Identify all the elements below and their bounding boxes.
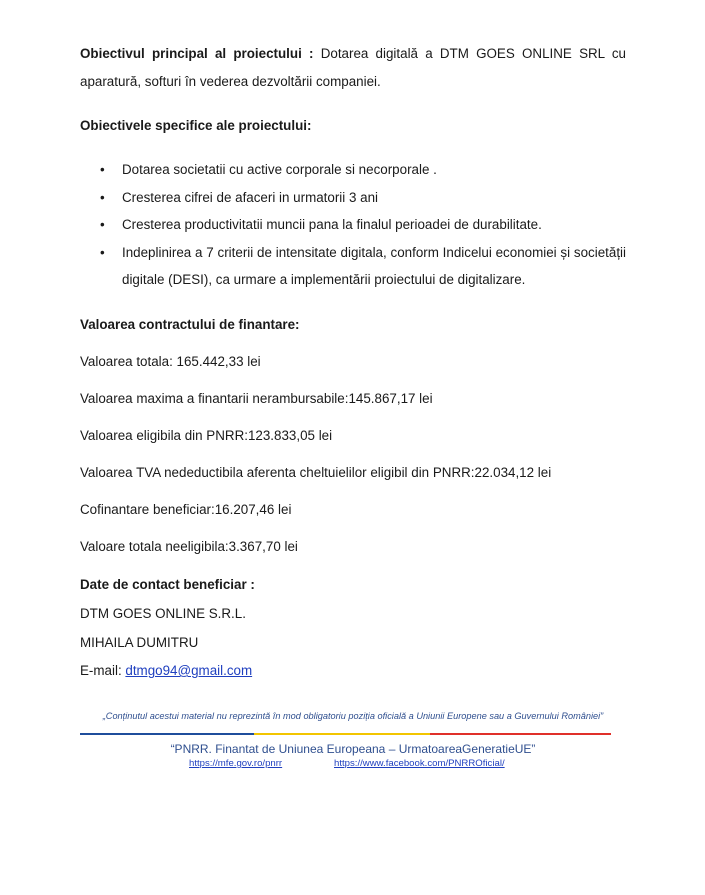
contact-company: DTM GOES ONLINE S.R.L. xyxy=(80,606,246,621)
list-item: • Cresterea productivitatii muncii pana la finalul perioadei de durabilitate. xyxy=(80,211,626,239)
contact-email-row xyxy=(80,663,252,678)
main-objective-paragraph xyxy=(80,40,626,96)
contract-value-heading: Valoarea contractului de finantare: xyxy=(80,317,300,332)
footer-tagline: “PNRR. Finantat de Uniunea Europeana – UrmatoareaGeneratieUE” xyxy=(170,742,536,756)
footer-link-facebook[interactable]: https://www.facebook.com/PNRROficial/ xyxy=(334,758,505,769)
list-item: • Cresterea cifrei de afaceri in urmatorii 3 ani xyxy=(80,184,626,212)
value-ineligible: Valoare totala neeligibila:3.367,70 lei xyxy=(80,539,298,554)
specific-objectives-heading: Obiectivele specifice ale proiectului: xyxy=(80,118,312,133)
email-link[interactable]: dtmgo94@gmail.com xyxy=(125,663,253,678)
footer-bar-blue xyxy=(80,733,254,735)
footer-disclaimer: „Conținutul acestui material nu reprezintă în mod obligatoriu poziția oficială a Uniunii Europene sau a Guvernului României” xyxy=(102,711,604,721)
main-objective-text: Dotarea digitală a DTM GOES ONLINE SRL cu aparatură, softuri în vederea dezvoltării companiei. xyxy=(80,46,626,89)
value-eligible-pnrr: Valoarea eligibila din PNRR:123.833,05 lei xyxy=(80,428,333,443)
value-max-nonrefundable: Valoarea maxima a finantarii nerambursabile:145.867,17 lei xyxy=(80,391,433,406)
footer-bar-yellow xyxy=(254,733,430,735)
specific-objectives-list xyxy=(80,156,626,294)
main-objective-label: Obiectivul principal al proiectului : xyxy=(80,46,314,61)
value-vat: Valoarea TVA nedeductibila aferenta cheltuielilor eligibil din PNRR:22.034,12 lei xyxy=(80,465,552,480)
list-item: • Indeplinirea a 7 criterii de intensitate digitala, conform Indicelui economiei și societății digitale (DESI), ca urmare a implementării proiectului de digitalizare. xyxy=(80,239,626,294)
contact-heading: Date de contact beneficiar : xyxy=(80,577,255,592)
footer-bar-red xyxy=(430,733,611,735)
value-total: Valoarea totala: 165.442,33 lei xyxy=(80,354,261,369)
list-item: • Dotarea societatii cu active corporale si necorporale . xyxy=(80,156,626,184)
email-label: E-mail: xyxy=(80,663,126,678)
footer-link-mfe[interactable]: https://mfe.gov.ro/pnrr xyxy=(189,758,283,769)
value-cofinancing: Cofinantare beneficiar:16.207,46 lei xyxy=(80,502,292,517)
contact-person: MIHAILA DUMITRU xyxy=(80,635,199,650)
